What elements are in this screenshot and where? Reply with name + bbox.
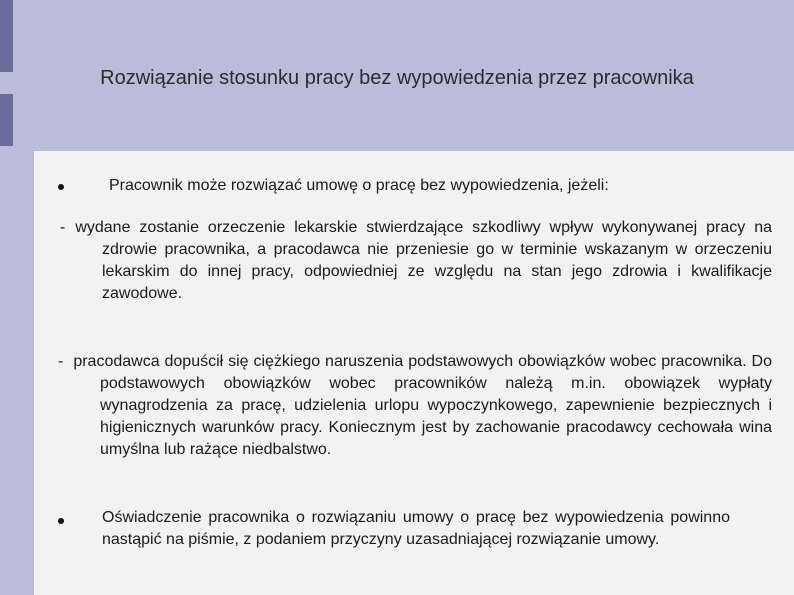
decorative-bar-top xyxy=(0,0,13,72)
bullet-icon xyxy=(58,518,64,524)
condition-text-2: pracodawca dopuścił się ciężkiego naruszenia podstawowych obowiązków wobec pracownika. Do podstawowych obowiązków wobec pracowników należą m.in. obowiązek wypłaty wynagrodzenia za pracę, udzielenia urlopu wypoczynkowego, zapewnienie bezpiecznych i higienicznych warunków pracy. Koniecznym jest by zachowanie pracodawcy cechowała wina umyślna lub rażące niedbalstwo. xyxy=(73,353,772,458)
condition-paragraph-2 xyxy=(58,351,772,461)
dash-marker: - xyxy=(58,353,64,370)
dash-marker: - xyxy=(60,219,66,236)
slide-title: Rozwiązanie stosunku pracy bez wypowiedzenia przez pracownika xyxy=(100,67,694,89)
condition-text-1: wydane zostanie orzeczenie lekarskie stwierdzające szkodliwy wpływ wykonywanej pracy na zdrowie pracownika, a pracodawca nie przeniesie go w terminie wskazanym w orzeczeniu lekarskim do innej pracy, odpowiedniej ze względu na stan jego zdrowia i kwalifikacje zawodowe. xyxy=(75,219,772,302)
statement-paragraph: Oświadczenie pracownika o rozwiązaniu umowy o pracę bez wypowiedzenia powinno nastąpić na piśmie, z podaniem przyczyny uzasadniającej rozwiązanie umowy. xyxy=(102,509,730,548)
bullet-icon xyxy=(58,184,64,190)
intro-paragraph: Pracownik może rozwiązać umowę o pracę bez wypowiedzenia, jeżeli: xyxy=(109,177,609,194)
condition-paragraph-1 xyxy=(60,217,772,305)
decorative-bar-middle xyxy=(0,94,13,146)
